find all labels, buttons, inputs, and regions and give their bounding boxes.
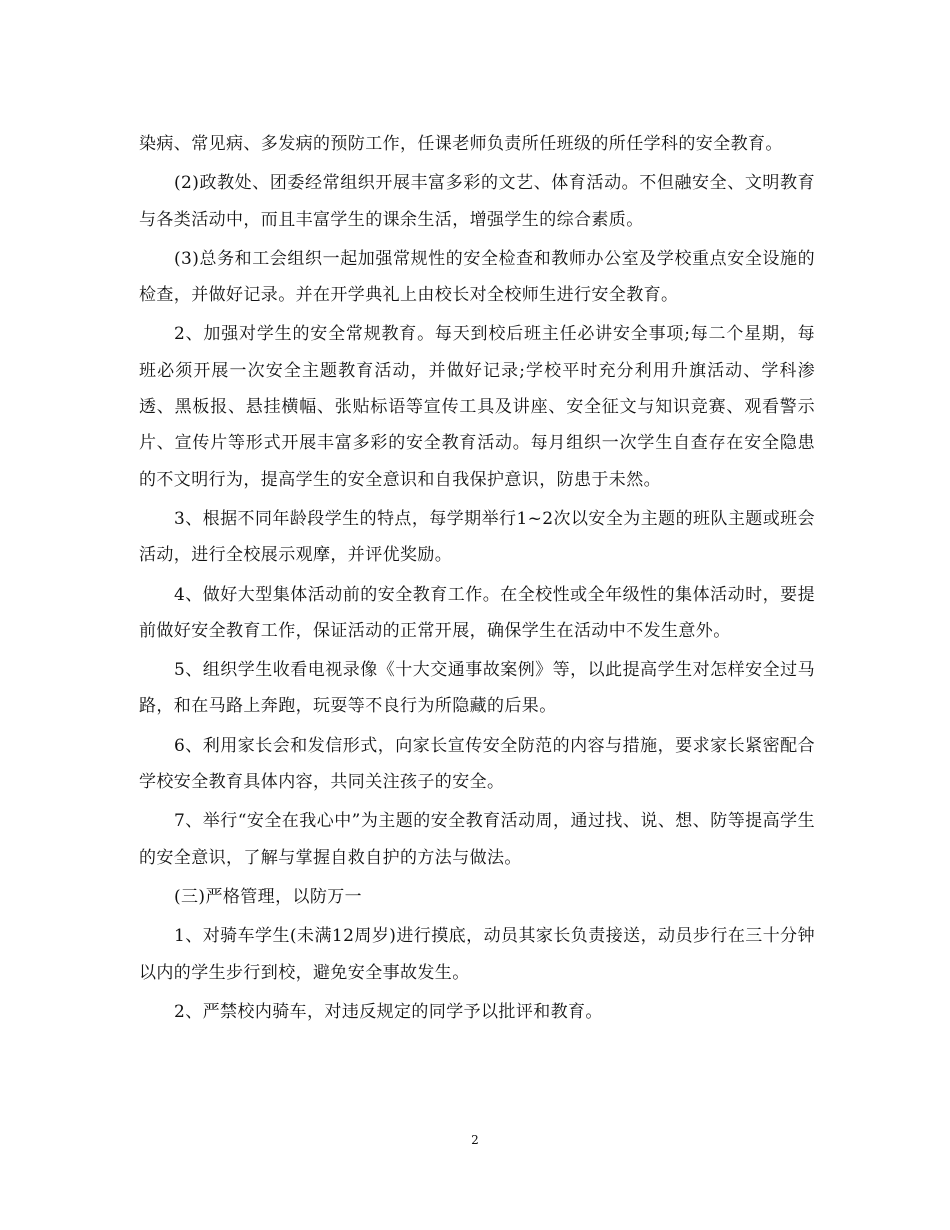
paragraph-11: 1、对骑车学生(未满12周岁)进行摸底，动员其家长负责接送，动员步行在三十分钟以内的学生步行到校，避免安全事故发生。 — [139, 926, 815, 983]
body-text — [139, 126, 815, 1033]
paragraph-6: 4、做好大型集体活动前的安全教育工作。在全校性或全年级性的集体活动时，要提前做好安全教育工作，保证活动的正常开展，确保学生在活动中不发生意外。 — [139, 584, 815, 641]
page-number: 2 — [471, 1133, 479, 1147]
paragraph-1: 染病、常见病、多发病的预防工作，任课老师负责所任班级的所任学科的安全教育。 — [139, 134, 783, 154]
paragraph-8: 6、利用家长会和发信形式，向家长宣传安全防范的内容与措施，要求家长紧密配合学校安全教育具体内容，共同关注孩子的安全。 — [139, 735, 815, 793]
paragraph-2: (2)政教处、团委经常组织开展丰富多彩的文艺、体育活动。不但融安全、文明教育与各类活动中，而且丰富学生的课余生活，增强学生的综合素质。 — [139, 173, 815, 230]
paragraph-7: 5、组织学生收看电视录像《十大交通事故案例》等，以此提高学生对怎样安全过马路，和在马路上奔跑，玩耍等不良行为所隐藏的后果。 — [139, 660, 815, 717]
paragraph-9: 7、举行“安全在我心中”为主题的安全教育活动周，通过找、说、想、防等提高学生的安全意识，了解与掌握自救自护的方法与做法。 — [139, 811, 815, 868]
paragraph-5: 3、根据不同年龄段学生的特点，每学期举行1~2次以安全为主题的班队主题或班会活动，进行全校展示观摩，并评优奖励。 — [139, 508, 815, 566]
section-heading: (三)严格管理，以防万一 — [174, 886, 363, 907]
paragraph-12: 2、严禁校内骑车，对违反规定的同学予以批评和教育。 — [174, 1001, 603, 1022]
paragraph-4: 2、加强对学生的安全常规教育。每天到校后班主任必讲安全事项;每二个星期，每班必须开展一次安全主题教育活动，并做好记录;学校平时充分利用升旗活动、学科渗透、黑板报、悬挂横幅、张贴标语等宣传工具及讲座、安全征文与知识竞赛、观看警示片、宣传片等形式开展丰富多彩的安全教育活动。每月组织一次学生自查存在安全隐患的不文明行为，提高学生的安全意识和自我保护意识，防患于未然。 — [139, 324, 815, 490]
paragraph-3: (3)总务和工会组织一起加强常规性的安全检查和教师办公室及学校重点安全设施的检查，并做好记录。并在开学典礼上由校长对全校师生进行安全教育。 — [139, 248, 815, 306]
